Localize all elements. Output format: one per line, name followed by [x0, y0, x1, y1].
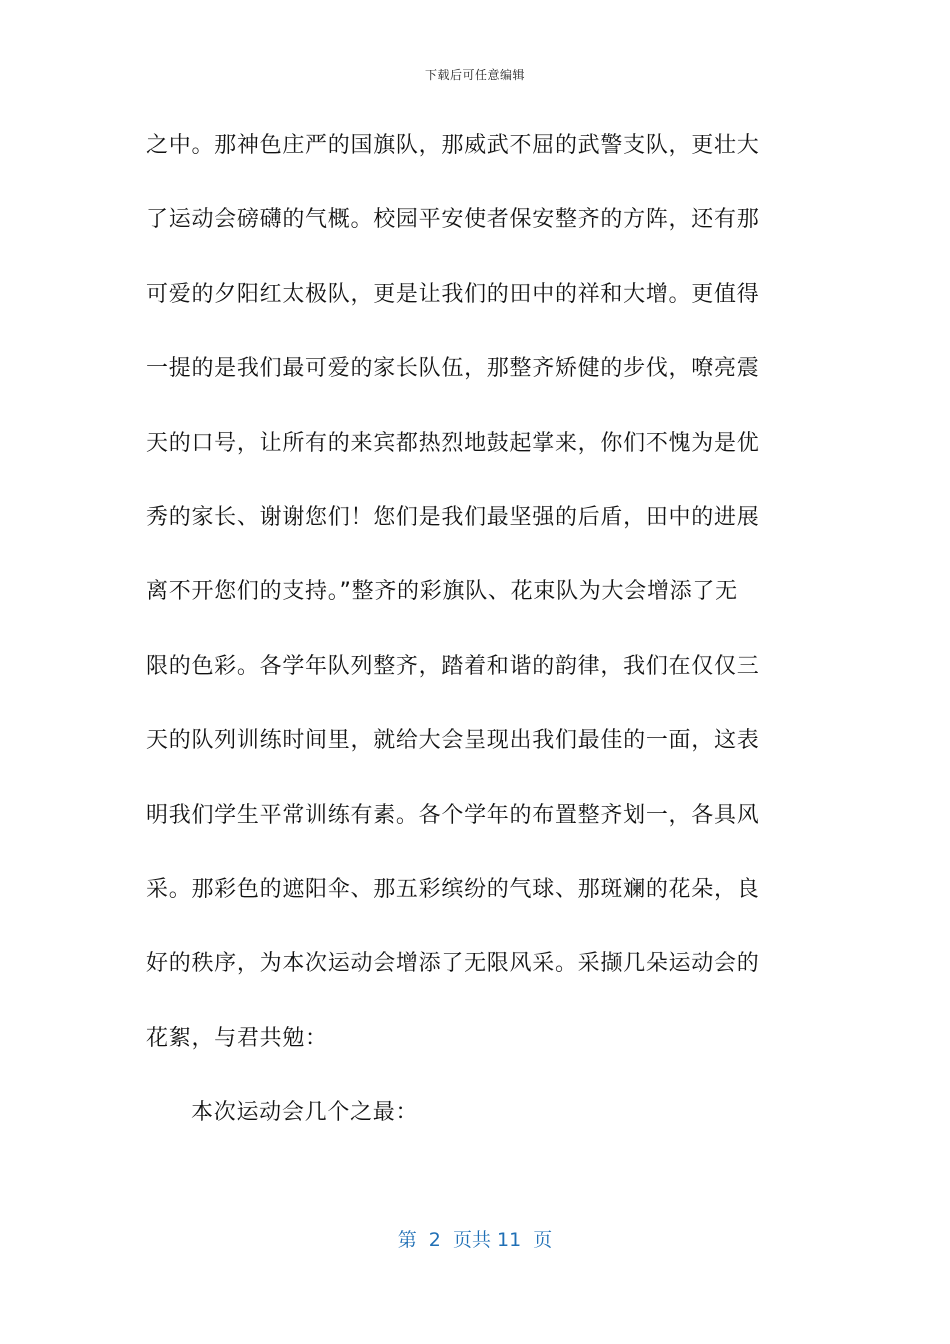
text-line: 花絮，与君共勉：	[146, 1025, 328, 1051]
text-line: 之中。那神色庄严的国旗队，那威武不屈的武警支队，更壮大	[146, 133, 760, 158]
page-header-note: 下载后可任意编辑	[424, 68, 525, 82]
text-line: 明我们学生平常训练有素。各个学年的布置整齐划一，各具风	[146, 802, 760, 828]
document-body	[146, 127, 806, 1168]
text-line: 采。那彩色的遮阳伞、那五彩缤纷的气球、那斑斓的花朵，良	[146, 876, 760, 902]
text-line: 好的秩序，为本次运动会增添了无限风采。采撷几朵运动会的	[146, 951, 760, 977]
text-line: 秀的家长、谢谢您们！您们是我们最坚强的后盾，田中的进展	[146, 504, 760, 530]
paragraph-line: 本次运动会几个之最：	[191, 1100, 419, 1126]
text-line: 天的口号，让所有的来宾都热烈地鼓起掌来，你们不愧为是优	[146, 430, 760, 456]
text-line: 了运动会磅礴的气概。校园平安使者保安整齐的方阵，还有那	[146, 207, 760, 233]
text-line: 天的队列训练时间里，就给大会呈现出我们最佳的一面，这表	[146, 728, 760, 754]
text-line: 一提的是我们最可爱的家长队伍，那整齐矫健的步伐，嘹亮震	[146, 356, 760, 382]
text-line: 可爱的夕阳红太极队，更是让我们的田中的祥和大增。更值得	[146, 281, 760, 307]
page-number-footer: 第 2 页共 11 页	[397, 1229, 553, 1251]
text-line: 离不开您们的支持。”整齐的彩旗队、花束队为大会增添了无	[146, 579, 738, 605]
text-line: 限的色彩。各学年队列整齐，踏着和谐的韵律，我们在仅仅三	[146, 653, 760, 679]
